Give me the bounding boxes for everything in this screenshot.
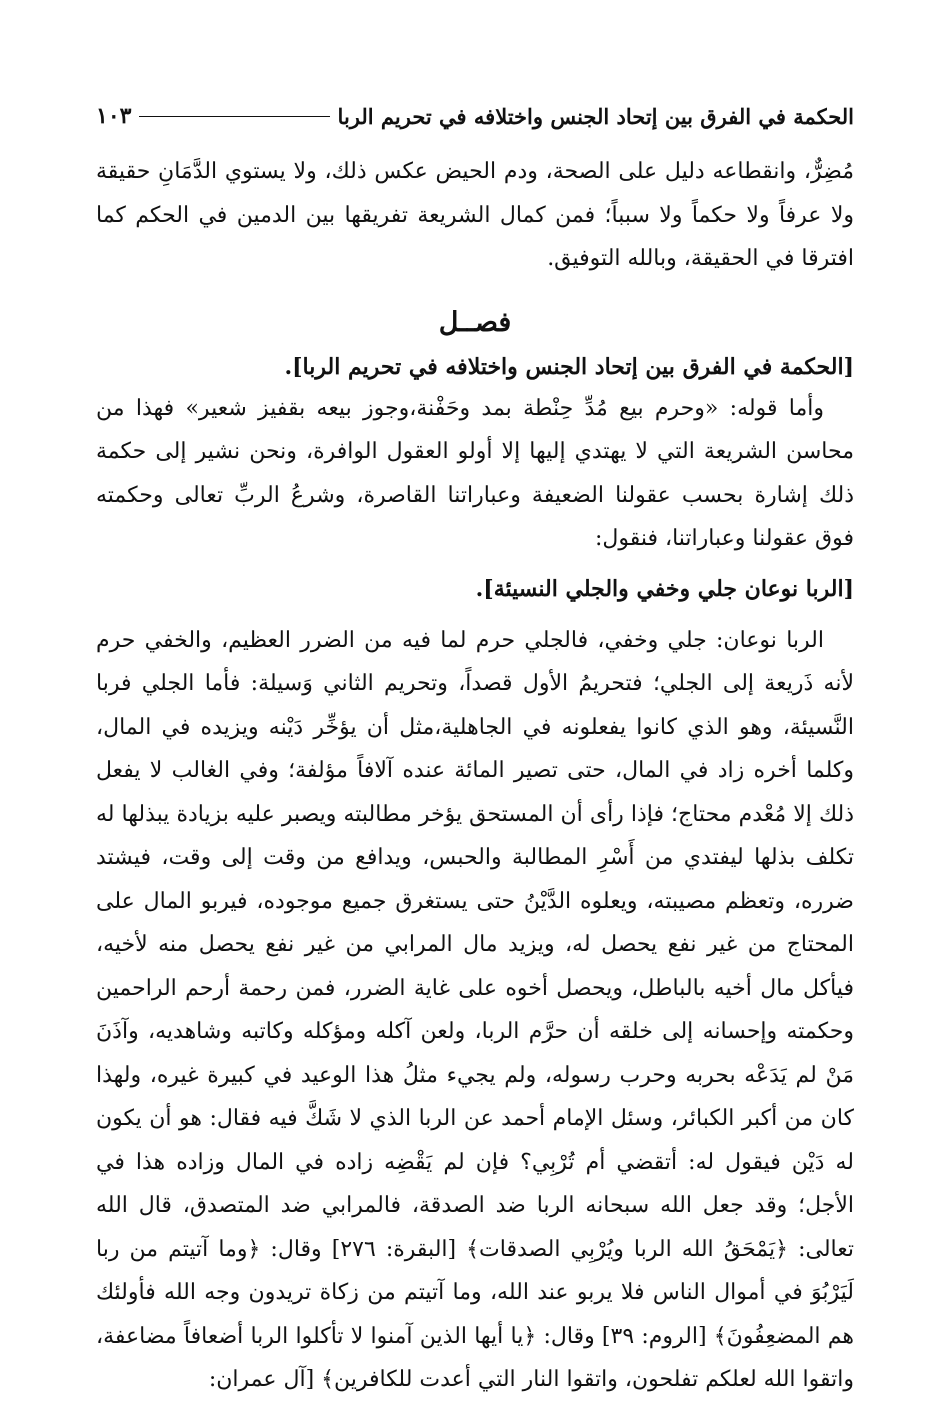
section-title: فصــل <box>438 306 512 338</box>
running-header-title: الحكمة في الفرق بين إتحاد الجنس واختلافه في تحريم الربا <box>337 103 854 129</box>
paragraph-wisdom: وأما قوله: «وحرم بيع مُدِّ حِنْطة بمد وحَفْنة،وجوز بيعه بقفيز شعير» فهذا من محاسن الشريعة التي لا يهتدي إليها إلا أولو العقول الوافرة، ونحن نشير إلى حكمة ذلك إشارة بحسب عقولنا الضعيفة وعباراتنا القاصرة، وشرعُ الربِّ تعالى وحكمته فوق عقولنا وعباراتنا، فنقول: <box>96 395 854 551</box>
running-header <box>96 96 854 136</box>
section-heading-wisdom: [الحكمة في الفرق بين إتحاد الجنس واختلافه في تحريم الربا]. <box>284 353 854 380</box>
header-rule <box>139 116 329 117</box>
intro-paragraph: مُضِرٌّ، وانقطاعه دليل على الصحة، ودم الحيض عكس ذلك، ولا يستوي الدَّمَانِ حقيقة ولا عرفاً ولا حكماً ولا سبباً؛ فمن كمال الشريعة تفريقها بين الدمين في الحكم كما افترقا في الحقيقة، وبالله التوفيق. <box>96 159 854 271</box>
page-number: ١٠٣ <box>96 103 132 129</box>
section-heading-riba-types: [الربا نوعان جلي وخفي والجلي النسيئة]. <box>475 575 854 602</box>
book-page <box>96 96 854 1402</box>
paragraph-riba-types: الربا نوعان: جلي وخفي، فالجلي حرم لما فيه من الضرر العظيم، والخفي حرم لأنه ذَريعة إلى الجلي؛ فتحريمُ الأول قصداً، وتحريم الثاني وَسيلة: فأما الجلي فربا النَّسيئة، وهو الذي كانوا يفعلونه في الجاهلية،مثل أن يؤخِّر دَيْنه ويزيده في المال، وكلما أخره زاد في المال، حتى تصير المائة عنده آلافاً مؤلفة؛ وفي الغالب لا يفعل ذلك إلا مُعْدم محتاج؛ فإذا رأى أن المستحق يؤخر مطالبته ويصبر عليه بزيادة يبذلها له تكلف بذلها ليفتدي من أَسْرِ المطالبة والحبس، ويدافع من وقت إلى وقت، فيشتد ضرره، وتعظم مصيبته، ويعلوه الدَّيْنُ حتى يستغرق جميع موجوده، فيربو المال على المحتاج من غير نفع يحصل له، ويزيد مال المرابي من غير نفع يحصل منه لأخيه، فيأكل مال أخيه بالباطل، ويحصل أخوه على غاية الضرر، فمن رحمة أرحم الراحمين وحكمته وإحسانه إلى خلقه أن حرَّم الربا، ولعن آكله ومؤكله وكاتبه وشاهديه، وآذَنَ مَنْ لم يَدَعْه بحربه وحرب رسوله، ولم يجيء مثلُ هذا الوعيد في كبيرة غيره، ولهذا كان من أكبر الكبائر، وسئل الإمام أحمد عن الربا الذي لا شَكَّ فيه فقال: هو أن يكون له دَيْن فيقول له: أتقضي أم تُرْبِي؟ فإن لم يَقْضِه زاده في المال وزاده هذا في الأجل؛ وقد جعل الله سبحانه الربا ضد الصدقة، فالمرابي ضد المتصدق، قال الله تعالى: ﴿يَمْحَقُ الله الربا ويُرْبِي الصدقات﴾ [البقرة: ٢٧٦] وقال: ﴿وما آتيتم من ربا لَيَرْبُوَ في أموال الناس فلا يربو عند الله، وما آتيتم من زكاة تريدون وجه الله فأولئك هم المضعِفُونَ﴾ [الروم: ٣٩] وقال: ﴿يا أيها الذين آمنوا لا تأكلوا الربا أضعافاً مضاعفة، واتقوا الله لعلكم تفلحون، واتقوا النار التي أعدت للكافرين﴾ [آل عمران: <box>96 627 855 1392</box>
